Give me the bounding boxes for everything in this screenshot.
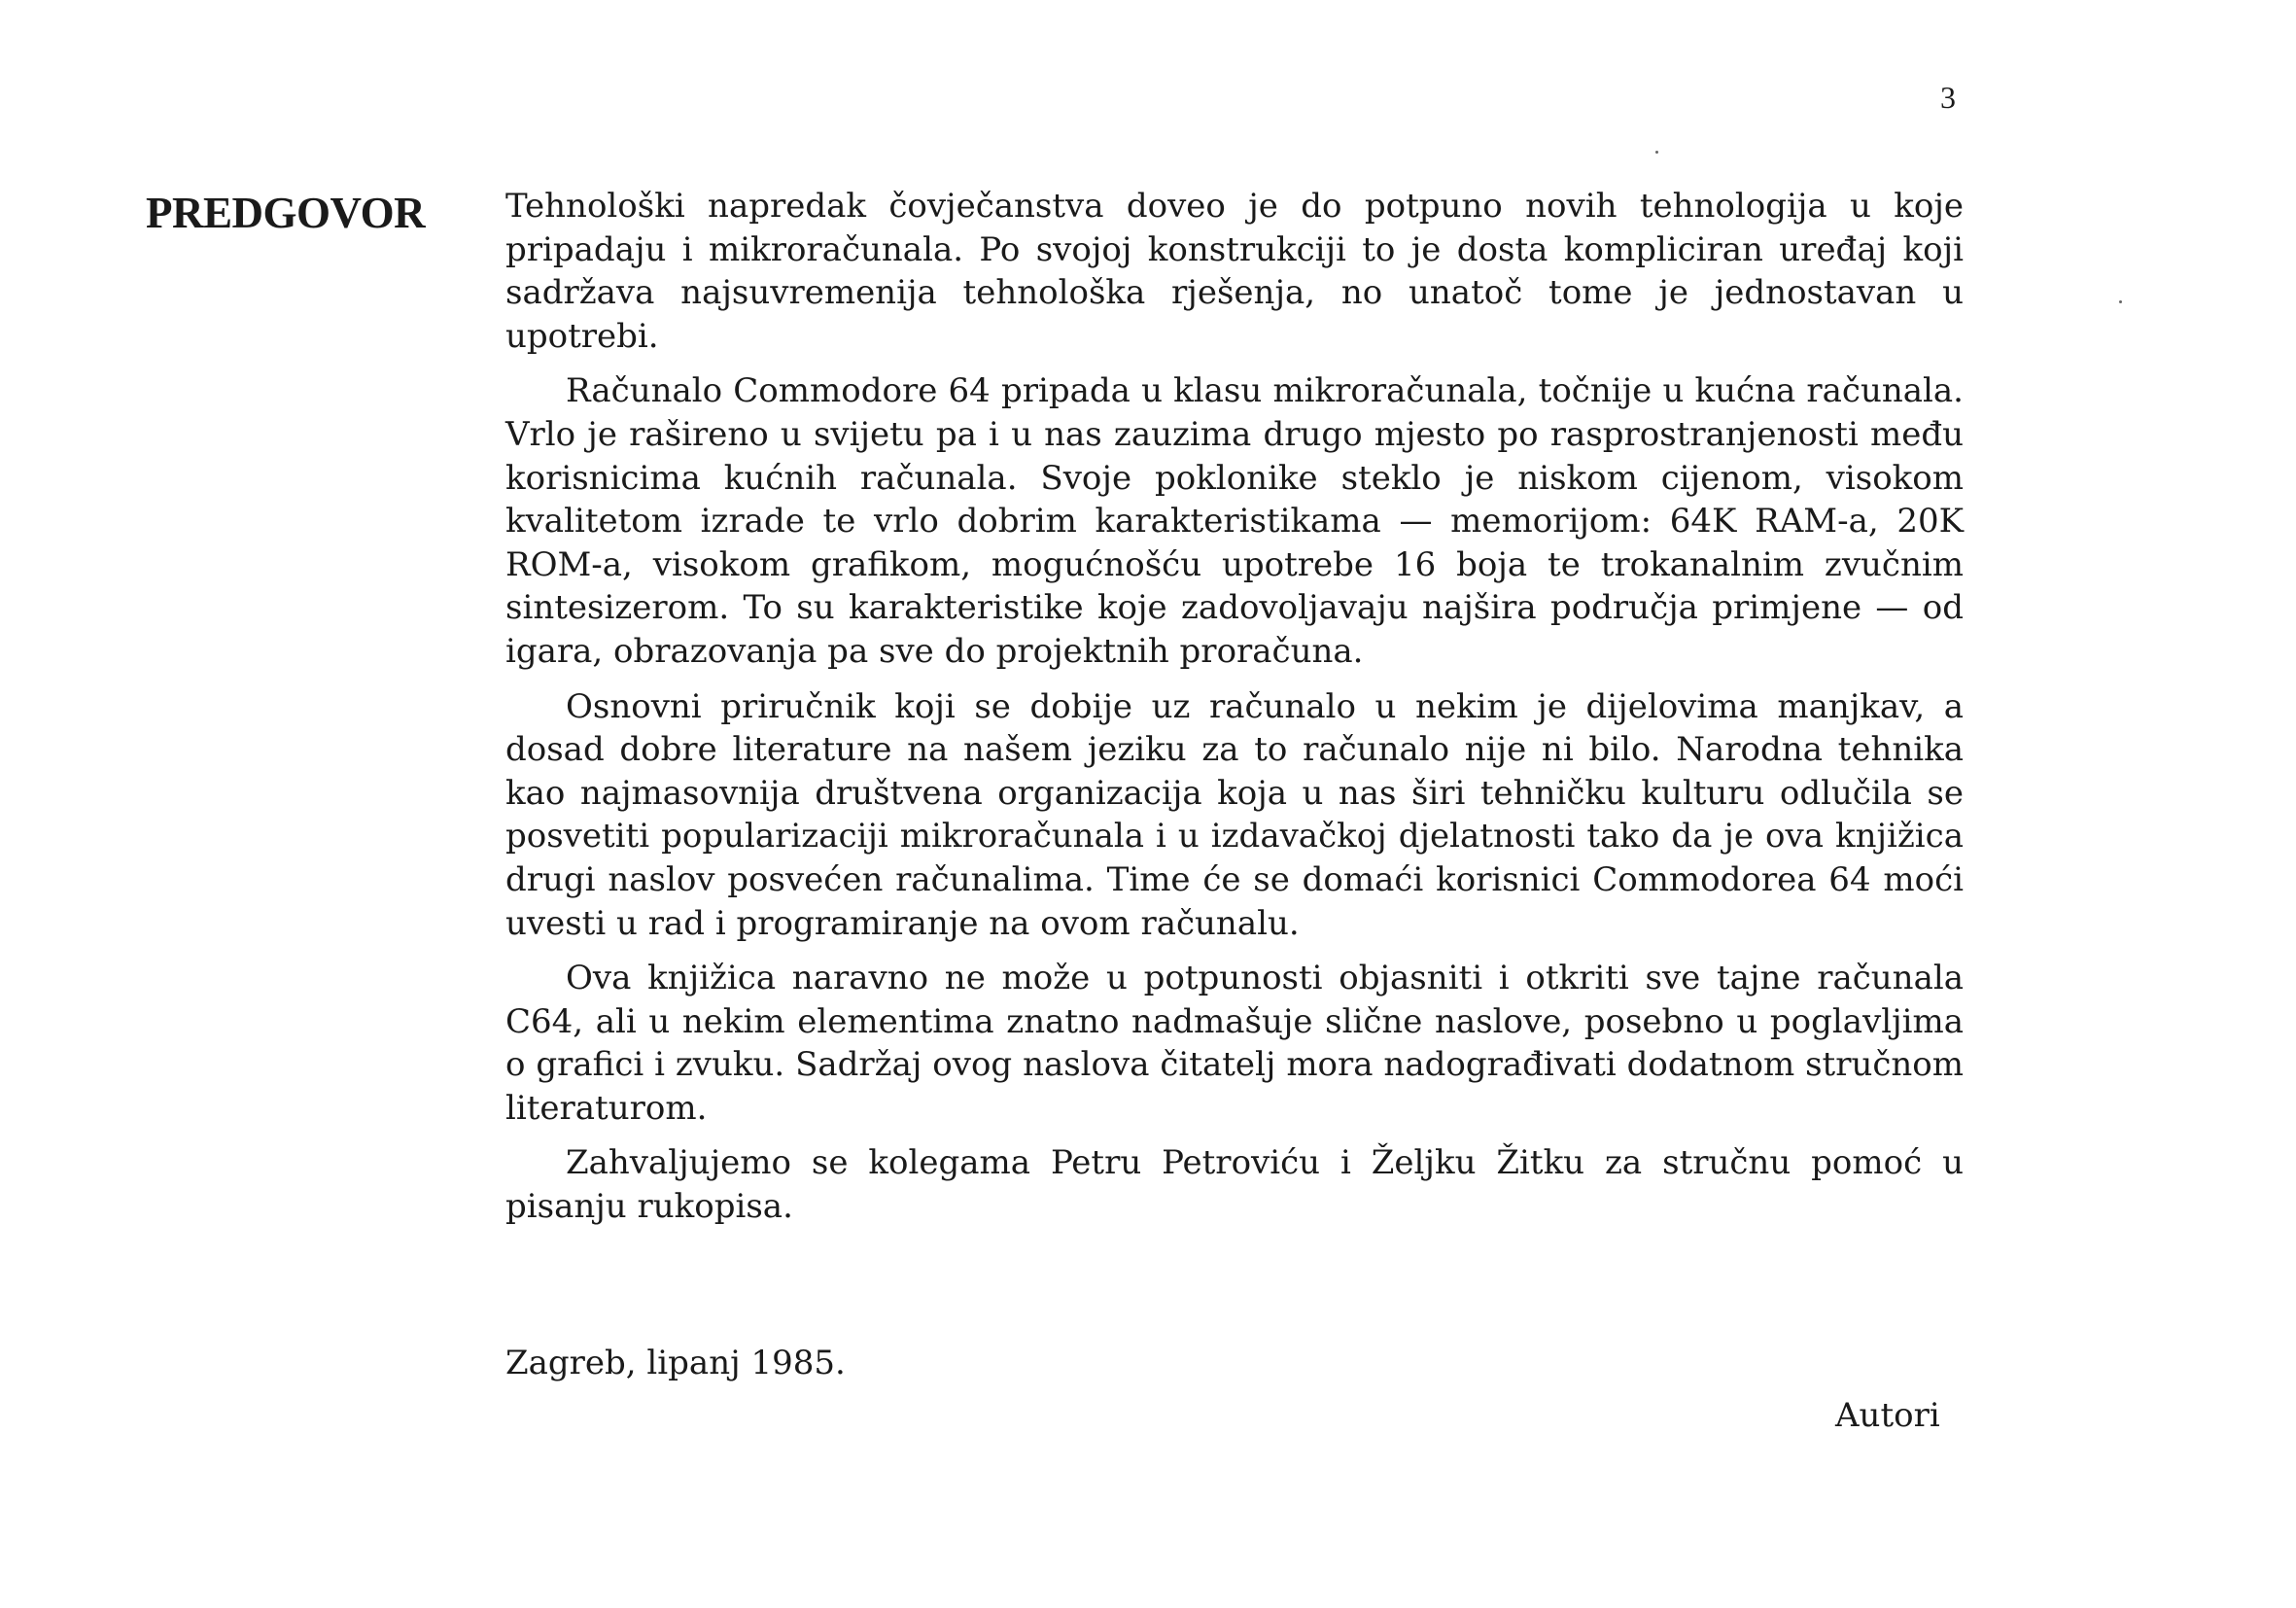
page-number: 3 [1940,80,1956,115]
paragraph: Ova knjižica naravno ne može u potpunosti objasniti i otkriti sve tajne računala C64, ali u nekim elementima znatno nadmašuje slične naslove, posebno u poglavljima o grafici i zvuku. Sadržaj ovog naslova čitatelj mora nadograđivati dodatnom stručnom literaturom. [505,959,1964,1128]
scan-speck [1655,151,1658,154]
paragraph: Tehnološki napredak čovječanstva doveo je do potpuno novih tehnologija u koje pripadaju i mikroračunala. Po svojoj konstrukciji to je dosta kompliciran uređaj koji sadržava najsuvremenija tehnološka rješenja, no unatoč tome je jednostavan u upotrebi. [505,187,1964,356]
signoff-author: Autori [1835,1396,1940,1435]
paragraph: Računalo Commodore 64 pripada u klasu mikroračunala, točnije u kućna računala. Vrlo je rašireno u svijetu pa i u nas zauzima drugo mjesto po rasprostranjenosti među korisnicima kućnih računala. Svoje poklonike steklo je niskom cijenom, visokom kvalitetom izrade te vrlo dobrim karakteristikama — memorijom: 64K RAM-a, 20K ROM-a, visokom grafikom, mogućnošću upotrebe 16 boja te trokanalnim zvučnim sintesizerom. To su karakteristike koje zadovoljavaju najšira područja primjene — od igara, obrazovanja pa sve do projektnih proračuna. [505,371,1964,671]
paragraph: Zahvaljujemo se kolegama Petru Petroviću i Željku Žitku za stručnu pomoć u pisanju rukopisa. [505,1143,1964,1227]
scan-speck [2119,300,2122,303]
signoff-date: Zagreb, lipanj 1985. [505,1344,846,1382]
paragraph: Osnovni priručnik koji se dobije uz računalo u nekim je dijelovima manjkav, a dosad dobre literature na našem jeziku za to računalo nije ni bilo. Narodna tehnika kao najmasovnija društvena organizacija koja u nas širi tehničku kulturu odlučila se posvetiti popularizaciji mikroračunala i u izdavačkoj djelatnosti tako da je ova knjižica drugi naslov posvećen računalima. Time će se domaći korisnici Commodorea 64 moći uvesti u rad i programiranje na ovom računalu. [505,686,1964,943]
preface-body [505,185,1964,1241]
section-heading: PREDGOVOR [146,189,426,237]
